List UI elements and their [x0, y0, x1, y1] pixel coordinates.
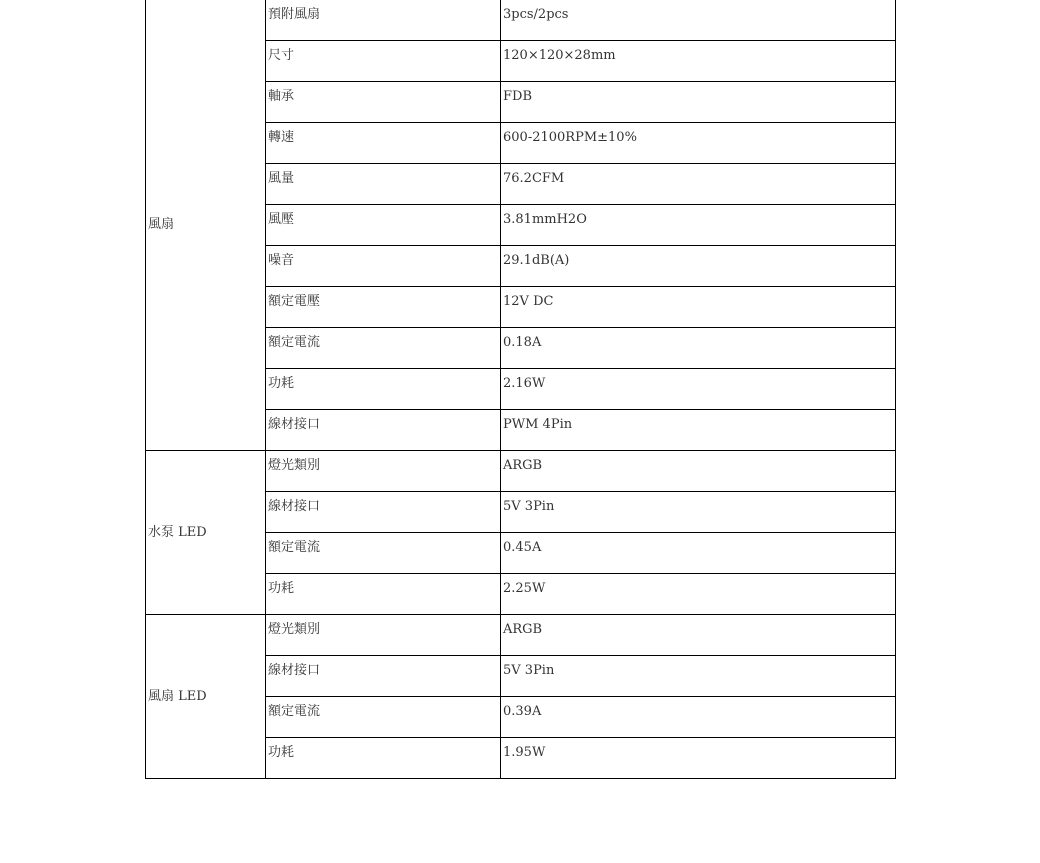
spec-label: 功耗 — [266, 369, 501, 410]
spec-value: 120×120×28mm — [501, 41, 896, 82]
spec-value: 0.39A — [501, 697, 896, 738]
group-cell-pump-led: 水泵 LED — [146, 451, 266, 615]
table-row — [146, 451, 896, 492]
spec-label: 功耗 — [266, 738, 501, 779]
spec-label: 線材接口 — [266, 656, 501, 697]
spec-value: ARGB — [501, 615, 896, 656]
spec-value: 2.16W — [501, 369, 896, 410]
spec-label: 預附風扇 — [266, 0, 501, 41]
spec-label: 額定電壓 — [266, 287, 501, 328]
spec-value: PWM 4Pin — [501, 410, 896, 451]
spec-value: 3pcs/2pcs — [501, 0, 896, 41]
spec-value: 76.2CFM — [501, 164, 896, 205]
spec-value: 5V 3Pin — [501, 492, 896, 533]
spec-label: 尺寸 — [266, 41, 501, 82]
spec-label: 額定電流 — [266, 328, 501, 369]
spec-value: 3.81mmH2O — [501, 205, 896, 246]
spec-value: FDB — [501, 82, 896, 123]
spec-label: 風量 — [266, 164, 501, 205]
spec-value: 2.25W — [501, 574, 896, 615]
spec-value: 0.45A — [501, 533, 896, 574]
spec-label: 噪音 — [266, 246, 501, 287]
spec-label: 線材接口 — [266, 492, 501, 533]
spec-label: 線材接口 — [266, 410, 501, 451]
spec-value: 5V 3Pin — [501, 656, 896, 697]
spec-label: 風壓 — [266, 205, 501, 246]
spec-label: 功耗 — [266, 574, 501, 615]
spec-value: 1.95W — [501, 738, 896, 779]
group-cell-fan-led: 風扇 LED — [146, 615, 266, 779]
spec-label: 軸承 — [266, 82, 501, 123]
group-cell-fan: 風扇 — [146, 0, 266, 451]
spec-value: 0.18A — [501, 328, 896, 369]
spec-table — [145, 0, 896, 779]
spec-label: 燈光類別 — [266, 615, 501, 656]
spec-label: 燈光類別 — [266, 451, 501, 492]
table-row — [146, 0, 896, 41]
table-row — [146, 615, 896, 656]
spec-value: 600-2100RPM±10% — [501, 123, 896, 164]
spec-value: ARGB — [501, 451, 896, 492]
spec-value: 12V DC — [501, 287, 896, 328]
spec-value: 29.1dB(A) — [501, 246, 896, 287]
spec-label: 額定電流 — [266, 533, 501, 574]
spec-label: 轉速 — [266, 123, 501, 164]
spec-label: 額定電流 — [266, 697, 501, 738]
